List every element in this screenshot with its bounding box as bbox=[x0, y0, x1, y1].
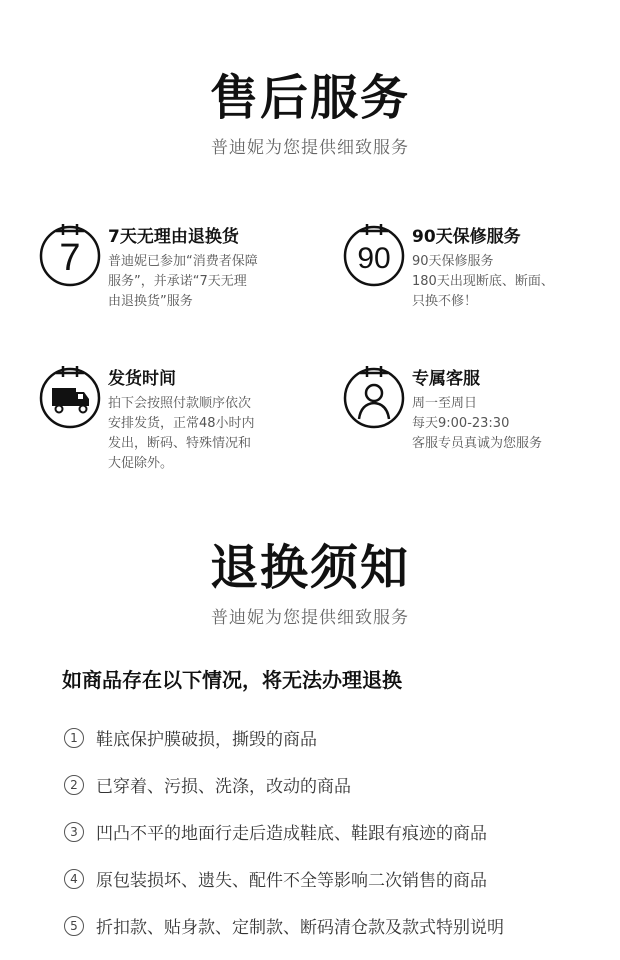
rule-text: 折扣款、贴身款、定制款、断码清仓款及款式特别说明 bbox=[96, 918, 504, 938]
feature-title: 专属客服 bbox=[412, 369, 480, 389]
calendar-7-icon-label: 7 bbox=[59, 237, 81, 279]
rule-text: 已穿着、污损、洗涤，改动的商品 bbox=[96, 777, 351, 797]
rule-text: 凹凸不平的地面行走后造成鞋底、鞋跟有痕迹的商品 bbox=[96, 824, 487, 844]
list-item bbox=[64, 714, 584, 761]
feature-title: 发货时间 bbox=[108, 369, 176, 389]
list-item bbox=[64, 808, 584, 855]
customer-service-icon bbox=[342, 360, 410, 432]
returns-heading: 如商品存在以下情况，将无法办理退换 bbox=[62, 668, 402, 692]
returns-subtitle: 普迪妮为您提供细致服务 bbox=[211, 608, 409, 628]
calendar-90-icon bbox=[342, 218, 410, 290]
rule-text: 鞋底保护膜破损，撕毁的商品 bbox=[96, 730, 317, 750]
feature-exclusive-service bbox=[342, 360, 602, 480]
circled-number: 3 bbox=[64, 822, 84, 842]
rule-text: 原包装损坏、遗失、配件不全等影响二次销售的商品 bbox=[96, 871, 487, 891]
feature-title: 90天保修服务 bbox=[412, 227, 521, 247]
feature-90-day-warranty bbox=[342, 218, 602, 338]
feature-description: 普迪妮已参加“消费者保障 服务”，并承诺“7天无理 由退换货”服务 bbox=[108, 254, 258, 309]
feature-description: 周一至周日 每天9:00-23:30 客服专员真诚为您服务 bbox=[412, 396, 543, 451]
feature-7-day-return bbox=[38, 218, 298, 338]
feature-description: 90天保修服务 180天出现断底、断面、 只换不修！ bbox=[412, 254, 554, 309]
feature-description: 拍下会按照付款顺序依次 安排发货，正常48小时内 发出，断码、特殊情况和 大促除外。 bbox=[108, 396, 255, 471]
circled-number: 5 bbox=[64, 916, 84, 936]
calendar-7-icon bbox=[38, 218, 106, 290]
after-sales-title: 售后服务 bbox=[209, 70, 410, 126]
list-item bbox=[64, 902, 584, 949]
returns-title: 退换须知 bbox=[209, 540, 410, 596]
circled-number: 4 bbox=[64, 869, 84, 889]
circled-number: 1 bbox=[64, 728, 84, 748]
list-item bbox=[64, 855, 584, 902]
list-item bbox=[64, 761, 584, 808]
after-sales-subtitle: 普迪妮为您提供细致服务 bbox=[211, 138, 409, 158]
circled-number: 2 bbox=[64, 775, 84, 795]
returns-rules-list bbox=[64, 714, 584, 949]
feature-shipping-time bbox=[38, 360, 298, 480]
delivery-truck-icon bbox=[38, 360, 106, 432]
feature-title: 7天无理由退换货 bbox=[108, 227, 239, 247]
calendar-90-icon-label: 90 bbox=[357, 242, 391, 275]
